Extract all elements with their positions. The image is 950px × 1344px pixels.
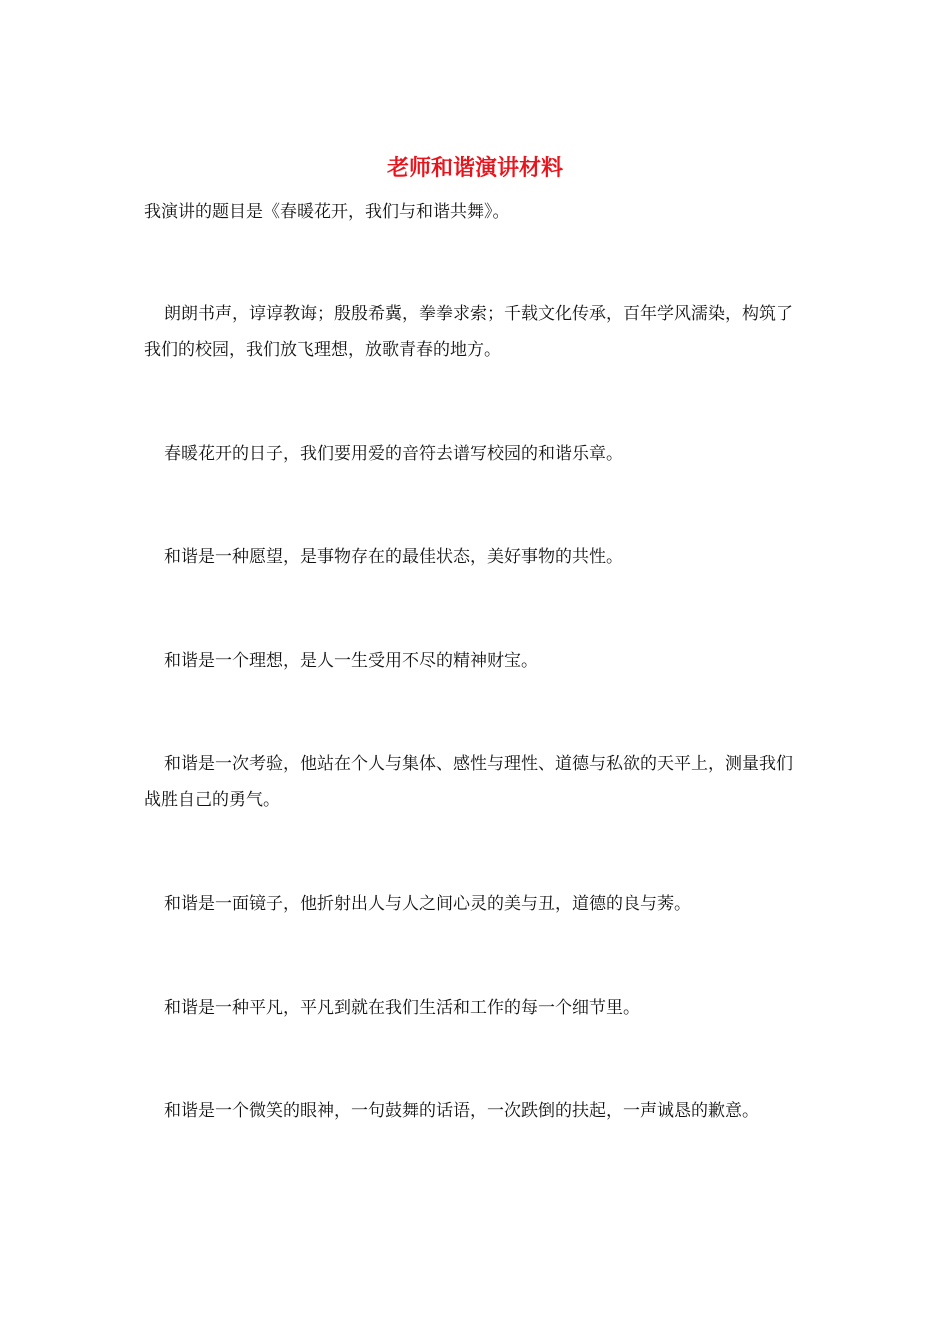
document-title: 老师和谐演讲材料: [386, 156, 563, 181]
paragraph-9: 和谐是一个微笑的眼神，一句鼓舞的话语，一次跌倒的扶起，一声诚恳的歉意。: [164, 1101, 759, 1121]
paragraph-8: 和谐是一种平凡，平凡到就在我们生活和工作的每一个细节里。: [164, 998, 640, 1018]
paragraph-7: 和谐是一面镜子，他折射出人与人之间心灵的美与丑，道德的良与莠。: [164, 894, 691, 914]
paragraph-6: 和谐是一次考验，他站在个人与集体、感性与理性、道德与私欲的天平上，测量我们战胜自己的勇气。: [144, 754, 793, 810]
paragraph-5: 和谐是一个理想，是人一生受用不尽的精神财宝。: [164, 651, 538, 671]
paragraph-1: 我演讲的题目是《春暖花开，我们与和谐共舞》。: [144, 202, 510, 222]
paragraph-4: 和谐是一种愿望，是事物存在的最佳状态，美好事物的共性。: [164, 547, 623, 567]
paragraph-2: 朗朗书声，谆谆教诲；殷殷希冀，拳拳求索；千载文化传承，百年学风濡染，构筑了我们的校园，我们放飞理想，放歌青春的地方。: [144, 304, 793, 360]
paragraph-3: 春暖花开的日子，我们要用爱的音符去谱写校园的和谐乐章。: [164, 444, 623, 464]
